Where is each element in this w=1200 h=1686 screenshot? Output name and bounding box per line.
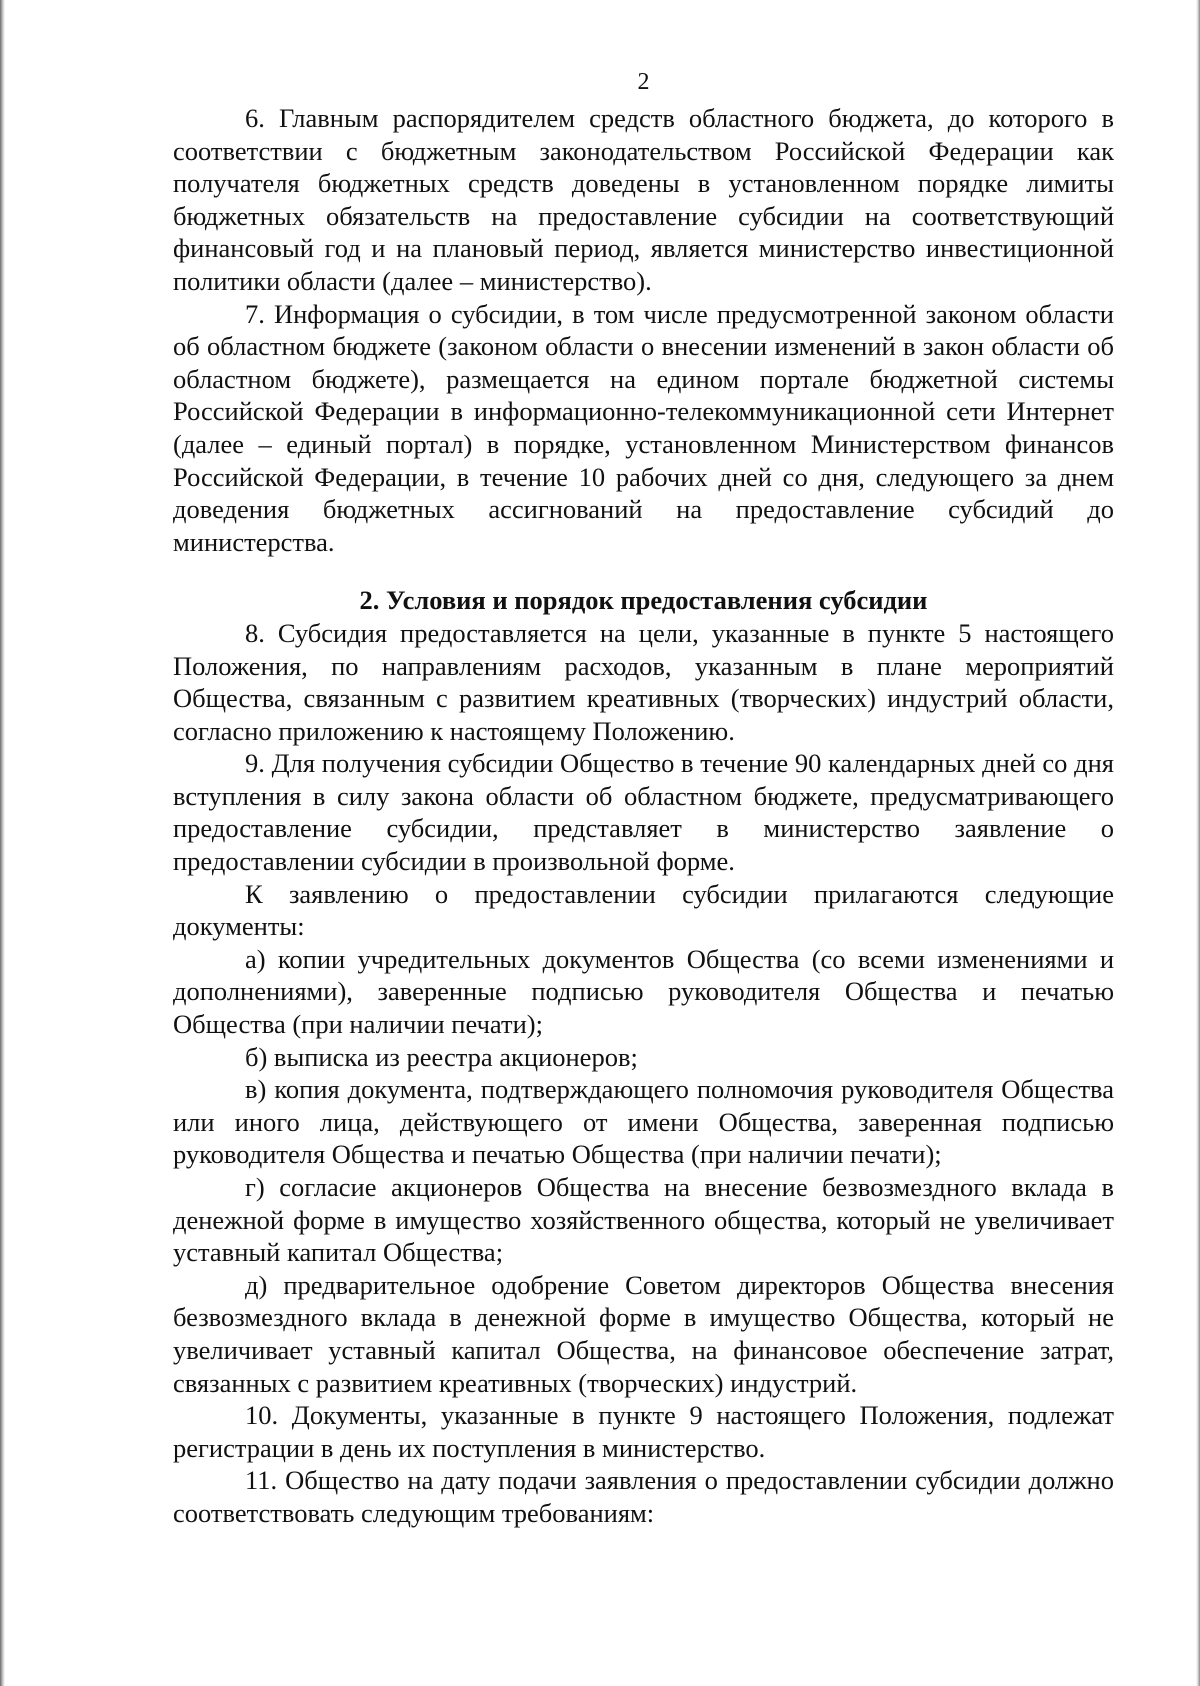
list-item-a: а) копии учредительных документов Общества (со всеми изменениями и дополнениями), заверенные подписью руководителя Общества и печатью Общества (при наличии печати); <box>173 943 1114 1040</box>
list-item-b: б) выписка из реестра акционеров; <box>245 1041 638 1072</box>
list-item-d: д) предварительное одобрение Советом директоров Общества внесения безвозмездного вклада в денежной форме в имущество Общества, который не увеличивает уставный капитал Общества, на финансовое обеспечение затрат, связанных с развитием креативных (творческих) индустрий. <box>173 1269 1114 1398</box>
list-item-g: г) согласие акционеров Общества на внесение безвозмездного вклада в денежной форме в имущество хозяйственного общества, который не увеличивает уставный капитал Общества; <box>173 1172 1114 1268</box>
scan-edge-left <box>0 0 5 1686</box>
paragraph-attachments-intro: К заявлению о предоставлении субсидии прилагаются следующие документы: <box>173 878 1114 942</box>
page-number: 2 <box>637 69 650 95</box>
paragraph-7: 7. Информация о субсидии, в том числе предусмотренной законом области об областном бюджете (законом области о внесении изменений в закон области об областном бюджете), размещается на едином портале бюджетной системы Российской Федерации в информационно-телекоммуникационной сети Интернет (далее – единый портал) в порядке, установленном Министерством финансов Российской Федерации, в течение 10 рабочих дней со дня, следующего за днем доведения бюджетных ассигнований на предоставление субсидий до министерства. <box>173 298 1114 557</box>
scan-edge-right <box>1196 0 1200 1686</box>
section-heading: 2. Условия и порядок предоставления субсидии <box>359 585 928 616</box>
paragraph-11: 11. Общество на дату подачи заявления о предоставлении субсидии должно соответствовать следующим требованиям: <box>173 1465 1114 1528</box>
paragraph-6: 6. Главным распорядителем средств областного бюджета, до которого в соответствии с бюджетным законодательством Российской Федерации как получателя бюджетных средств доведены в установленном порядке лимиты бюджетных обязательств на предоставление субсидии на соответствующий финансовый год и на плановый период, является министерство инвестиционной политики области (далее – министерство). <box>173 103 1114 296</box>
paragraph-10: 10. Документы, указанные в пункте 9 настоящего Положения, подлежат регистрации в день их поступления в министерство. <box>173 1400 1114 1463</box>
list-item-v: в) копия документа, подтверждающего полномочия руководителя Общества или иного лица, действующего от имени Общества, заверенная подписью руководителя Общества и печатью Общества (при наличии печати); <box>173 1074 1114 1170</box>
paragraph-9: 9. Для получения субсидии Общество в течение 90 календарных дней со дня вступления в силу закона области об областном бюджете, предусматривающего предоставление субсидии, представляет в министерство заявление о предоставлении субсидии в произвольной форме. <box>173 748 1114 877</box>
document-page <box>173 66 1114 1530</box>
paragraph-8: 8. Субсидия предоставляется на цели, указанные в пункте 5 настоящего Положения, по направлениям расходов, указанным в плане мероприятий Общества, связанным с развитием креативных (творческих) индустрий области, согласно приложению к настоящему Положению. <box>173 617 1114 746</box>
